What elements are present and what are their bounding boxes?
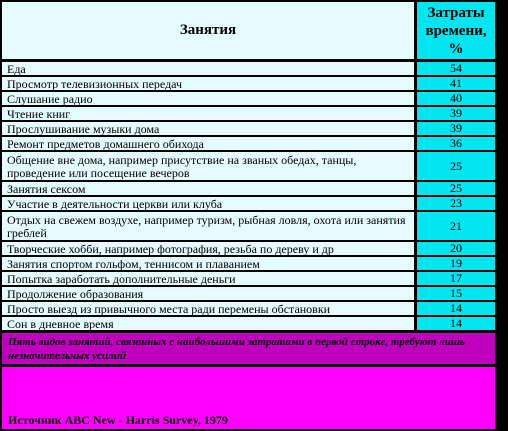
table-row-value: 17 xyxy=(417,272,495,285)
table-row-value: 20 xyxy=(417,242,495,255)
table-row-activity: Отдых на свежем воздухе, например туризм, рыбная ловля, охота или занятия греблей xyxy=(2,212,414,240)
table-row-activity: Просто выезд из привычного места ради перемены обстановки xyxy=(2,302,414,315)
header-activity-label: Занятия xyxy=(179,22,237,38)
table-row-activity: Просмотр телевизионных передач xyxy=(2,77,414,90)
table-row-value: 54 xyxy=(417,62,495,75)
table-row-activity: Ремонт предметов домашнего обихода xyxy=(2,137,414,150)
table-row-activity: Еда xyxy=(2,62,414,75)
table-row-activity: Занятия сексом xyxy=(2,182,414,195)
table-row-value: 39 xyxy=(417,122,495,135)
table-row-value: 36 xyxy=(417,137,495,150)
header-activity xyxy=(2,2,414,59)
table-row-activity: Попытка заработать дополнительные деньги xyxy=(2,272,414,285)
table-row-value: 19 xyxy=(417,257,495,270)
table-row-activity: Участие в деятельности церкви или клуба xyxy=(2,197,414,210)
table-row-activity: Прослушивание музыки дома xyxy=(2,122,414,135)
table-row-activity: Чтение книг xyxy=(2,107,414,120)
table-row-value: 25 xyxy=(417,152,495,180)
table-row-activity: Сон в дневное время xyxy=(2,317,414,330)
table-row-activity: Продолжение образования xyxy=(2,287,414,300)
table-row-value: 14 xyxy=(417,317,495,330)
footnote: Пять видов занятий, связанных с наибольшими затратами в первой строке, требуют лишь незначительных усилий xyxy=(2,333,495,364)
source-label: Источник ABC New - Harris Survey, 1979 xyxy=(8,413,228,427)
table-row-activity: Слушание радио xyxy=(2,92,414,105)
table-row-value: 23 xyxy=(417,197,495,210)
table-row-value: 40 xyxy=(417,92,495,105)
table-row-value: 41 xyxy=(417,77,495,90)
table-row-value: 15 xyxy=(417,287,495,300)
header-time-label: Затраты времени, % xyxy=(425,4,487,57)
table-row-value: 14 xyxy=(417,302,495,315)
table-row-activity: Занятия спортом гольфом, теннисом и плаванием xyxy=(2,257,414,270)
table-row-activity: Общение вне дома, например присутствие на званых обедах, танцы, проведение или посещение вечеров xyxy=(2,152,414,180)
table-row-value: 25 xyxy=(417,182,495,195)
header-time xyxy=(417,2,495,59)
table-row-value: 39 xyxy=(417,107,495,120)
table-row-value: 21 xyxy=(417,212,495,240)
source-line xyxy=(2,367,495,429)
table-row-activity: Творческие хобби, например фотография, резьба по дереву и др xyxy=(2,242,414,255)
